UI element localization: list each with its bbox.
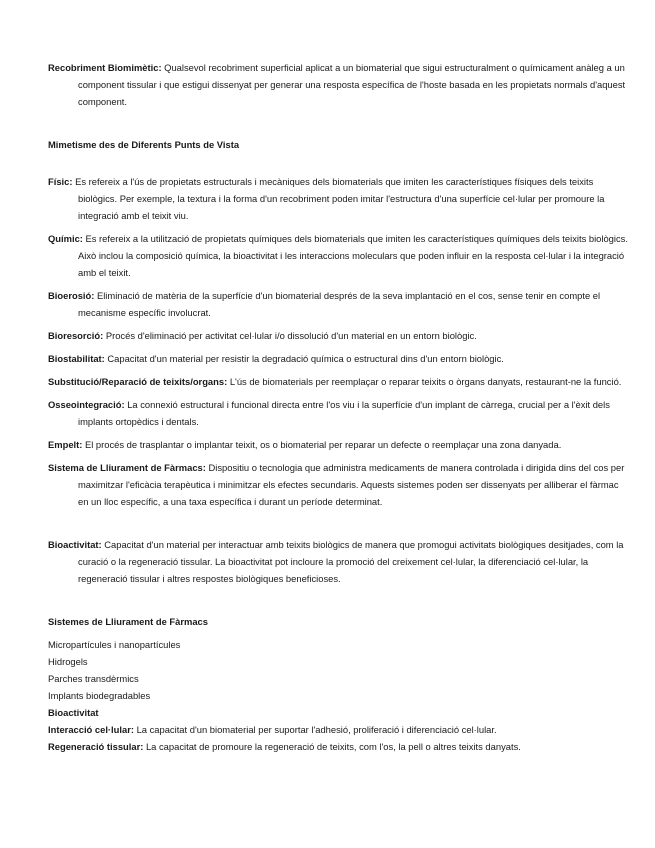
- definition-substitucio: [48, 373, 630, 390]
- definition-bioactivitat: [48, 536, 630, 587]
- definition-term: Sistema de Lliurament de Fàrmacs:: [48, 462, 206, 473]
- definition-bioresorcio: [48, 327, 630, 344]
- definition-text: Dispositiu o tecnologia que administra medicaments de manera controlada i dirigida dins del cos per maximitzar l'eficàcia terapèutica i minimitzar els efectes secundaris. Aquests sistemes poden ser dissenyats per alliberar el fàrmac en un lloc específic, a una taxa específica i durant un període determinat.: [78, 462, 625, 507]
- definition-term: Biostabilitat:: [48, 353, 105, 364]
- definition-term: Químic:: [48, 233, 83, 244]
- list-item: Implants biodegradables: [48, 690, 151, 701]
- spacer: [48, 510, 630, 536]
- definition-empelt: [48, 436, 630, 453]
- definition-osseointegracio: [48, 396, 630, 430]
- definition-text: Es refereix a l'ús de propietats estructurals i mecàniques dels biomaterials que imiten les característiques físiques dels teixits biològics. Per exemple, la textura i la forma d'un recobriment poden imitar l'estructura d'una superfície cel·lular per promoure la integració amb el teixit viu.: [72, 176, 605, 221]
- definition-text: Eliminació de matèria de la superfície d'un biomaterial després de la seva implantació en el cos, sense tenir en compte el mecanisme específic involucrat.: [78, 290, 601, 318]
- definition-text: Capacitat d'un material per resistir la degradació química o estructural dins d'un entorn biològic.: [104, 353, 504, 364]
- definition-term: Interacció cel·lular:: [48, 724, 134, 735]
- definition-term: Bioerosió:: [48, 290, 95, 301]
- definition-term: Bioresorció:: [48, 330, 104, 341]
- definition-term: Regeneració tissular:: [48, 741, 144, 752]
- definition-quimic: [48, 230, 630, 281]
- definition-text: Qualsevol recobriment superficial aplicat a un biomaterial que sigui estructuralment o químicament anàleg a un component tissular i que estigui dissenyat per generar una resposta específica de l'hoste basada en les propietats normals d'aquest component.: [78, 62, 626, 107]
- definition-regeneracio-tissular: [48, 738, 630, 755]
- definition-text: La capacitat d'un biomaterial per suportar l'adhesió, proliferació i diferenciació cel·lular.: [133, 724, 497, 735]
- definition-recobriment-biomimetic: [48, 59, 630, 110]
- definition-text: La connexió estructural i funcional directa entre l'os viu i la superfície d'un implant de càrrega, crucial per a l'èxit dels implants ortopèdics i dentals.: [78, 399, 610, 427]
- definition-text: L'ús de biomaterials per reemplaçar o reparar teixits o òrgans danyats, restaurant-ne la funció.: [227, 376, 622, 387]
- list-item: Parches transdèrmics: [48, 673, 139, 684]
- definition-term: Recobriment Biomimètic:: [48, 62, 162, 73]
- definition-term: Empelt:: [48, 439, 83, 450]
- definition-term: Físic:: [48, 176, 73, 187]
- definition-interaccio-cellular: [48, 721, 630, 738]
- section-heading-sistemes: Sistemes de Lliurament de Fàrmacs: [48, 616, 208, 627]
- definition-biostabilitat: [48, 350, 630, 367]
- spacer: [48, 153, 630, 173]
- list-item: Hidrogels: [48, 656, 88, 667]
- definition-fisic: [48, 173, 630, 224]
- definition-term: Bioactivitat:: [48, 539, 102, 550]
- document-body: [48, 59, 630, 755]
- definition-bioerosio: [48, 287, 630, 321]
- definition-text: El procés de trasplantar o implantar teixit, os o biomaterial per reparar un defecte o reemplaçar una zona danyada.: [82, 439, 562, 450]
- definition-text: La capacitat de promoure la regeneració de teixits, com l'os, la pell o altres teixits danyats.: [143, 741, 521, 752]
- definition-term: Substitució/Reparació de teixits/organs:: [48, 376, 228, 387]
- spacer: [48, 110, 630, 136]
- definition-text: Capacitat d'un material per interactuar amb teixits biològics de manera que promogui activitats biològiques desitjades, com la curació o la regeneració tissular. La bioactivitat pot incloure la promoció del creixement cel·lular, la diferenciació cel·lular, la regeneració tissular i altres respostes biològiques beneficioses.: [78, 539, 624, 584]
- definition-term: Osseointegració:: [48, 399, 125, 410]
- subheading-bioactivitat: Bioactivitat: [48, 707, 99, 718]
- definition-sistema-lliurament: [48, 459, 630, 510]
- section-heading-mimetisme: Mimetisme des de Diferents Punts de Vista: [48, 139, 240, 150]
- definition-text: Procés d'eliminació per activitat cel·lular i/o dissolució d'un material en un entorn biològic.: [103, 330, 477, 341]
- definition-text: Es refereix a la utilització de propietats químiques dels biomaterials que imiten les característiques químiques dels teixits biològics. Això inclou la composició química, la bioactivitat i les interaccions moleculars que poden influir en la resposta cel·lular i la integració amb el teixit.: [78, 233, 628, 278]
- spacer: [48, 587, 630, 613]
- list-item: Micropartícules i nanopartícules: [48, 639, 181, 650]
